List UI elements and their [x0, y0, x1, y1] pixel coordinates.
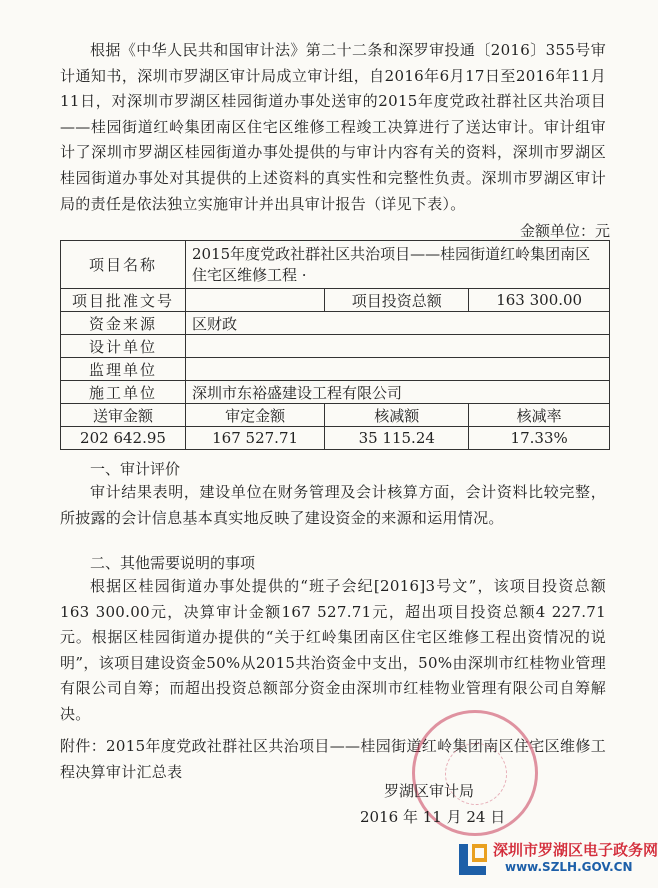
- investment-value: 163 300.00: [469, 289, 610, 312]
- section1-body: 审计结果表明，建设单位在财务管理及会计核算方面，会计资料比较完整，所披露的会计信息基本真实地反映了建设资金的来源和运用情况。: [60, 483, 606, 527]
- project-info-table: [60, 240, 610, 450]
- investment-label: 项目投资总额: [325, 289, 469, 312]
- table-row: [61, 335, 610, 358]
- project-name-label: 项目名称: [61, 241, 186, 289]
- approval-value: [186, 289, 325, 312]
- site-watermark: [453, 838, 658, 882]
- header-reduction: 核减额: [325, 404, 469, 427]
- supervise-value: [186, 358, 610, 381]
- supervise-label: 监理单位: [61, 358, 186, 381]
- table-row: [61, 358, 610, 381]
- site-url: www.SZLH.GOV.CN: [505, 860, 633, 874]
- design-value: [186, 335, 610, 358]
- section2-title: 二、其他需要说明的事项: [90, 554, 256, 572]
- attachment-note: 附件：2015年度党政社群社区共治项目——桂园街道红岭集团南区住宅区维修工程决算审计汇总表: [60, 737, 606, 781]
- builder-label: 施工单位: [61, 381, 186, 404]
- section2-body: 根据区桂园街道办事处提供的“班子会纪[2016]3号文”，该项目投资总额163 300.00元，决算审计金额167 527.71元，超出项目投资总额4 227.71元。根据区桂园街道办提供的“关于红岭集团南区住宅区维修工程出资情况的说明”，该项目建设资金50%从2015共治资金中支出，50%由深圳市红桂物业管理有限公司自筹；而超出投资总额部分资金由深圳市红桂物业管理有限公司自筹解决。: [60, 577, 606, 723]
- fund-source-label: 资金来源: [61, 312, 186, 335]
- date: 2016 年 11 月 24 日: [360, 808, 506, 826]
- header-reduction-rate: 核减率: [469, 404, 610, 427]
- table-row: [61, 404, 610, 427]
- site-logo-icon: [453, 840, 493, 880]
- value-reduction-rate: 17.33%: [469, 427, 610, 450]
- value-reduction: 35 115.24: [325, 427, 469, 450]
- approval-label: 项目批准文号: [61, 289, 186, 312]
- site-name: 深圳市罗湖区电子政务网: [493, 841, 658, 859]
- builder-value: 深圳市东裕盛建设工程有限公司: [186, 381, 610, 404]
- table-row: [61, 289, 610, 312]
- intro-paragraph: 根据《中华人民共和国审计法》第二十二条和深罗审投通〔2016〕355号审计通知书，深圳市罗湖区审计局成立审计组，自2016年6月17日至2016年11月11日，对深圳市罗湖区桂园街道办事处送审的2015年度党政社群社区共治项目——桂园街道红岭集团南区住宅区维修工程竣工决算进行了送达审计。审计组审计了深圳市罗湖区桂园街道办事处提供的与审计内容有关的资料，深圳市罗湖区桂园街道办事处对其提供的上述资料的真实性和完整性负责。深圳市罗湖区审计局的责任是依法独立实施审计并出具审计报告（详见下表）。: [60, 41, 606, 213]
- table-row: [61, 427, 610, 450]
- signer: 罗湖区审计局: [384, 782, 475, 800]
- amount-unit: 金额单位：元: [519, 222, 610, 240]
- value-submitted: 202 642.95: [61, 427, 186, 450]
- section1-title: 一、审计评价: [90, 460, 181, 478]
- header-submitted: 送审金额: [61, 404, 186, 427]
- table-row: [61, 312, 610, 335]
- header-approved: 审定金额: [186, 404, 325, 427]
- project-name-value: 2015年度党政社群社区共治项目——桂园街道红岭集团南区住宅区维修工程 ·: [186, 241, 610, 289]
- table-row: [61, 381, 610, 404]
- table-row: [61, 241, 610, 289]
- value-approved: 167 527.71: [186, 427, 325, 450]
- fund-source-value: 区财政: [186, 312, 610, 335]
- design-label: 设计单位: [61, 335, 186, 358]
